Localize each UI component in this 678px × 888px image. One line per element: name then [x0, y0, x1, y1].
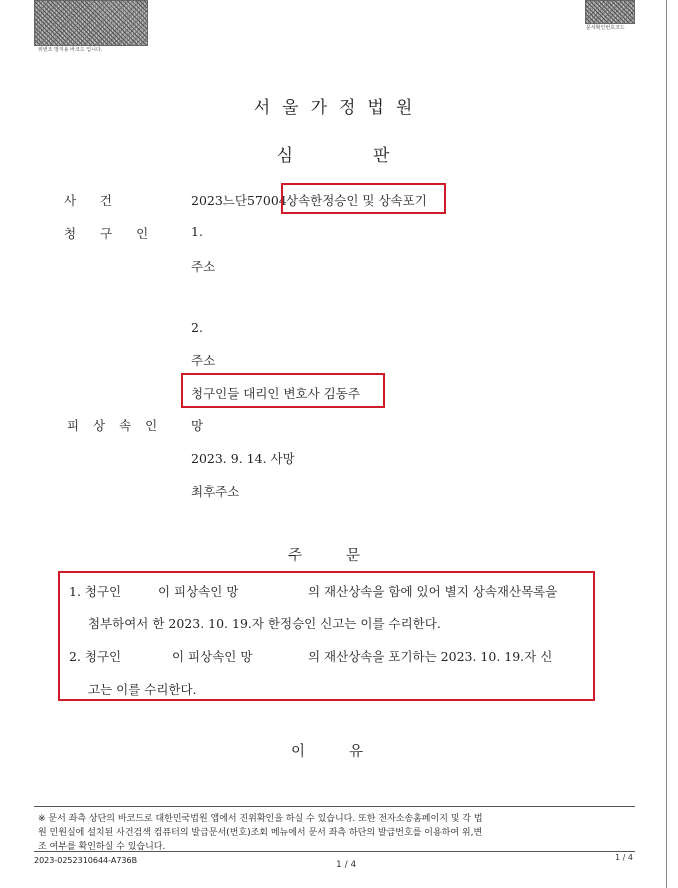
footer-notice-line-1: ※ 문서 좌측 상단의 바코드로 대한민국법원 앱에서 진위확인을 하실 수 있습니다. 또한 전자소송홈페이지 및 각 법: [38, 814, 483, 824]
claimant-2-number: 2.: [191, 320, 203, 335]
document-code-caption: 문서확인번호코드: [586, 25, 625, 31]
deceased-death-date: 2023. 9. 14. 사망: [191, 451, 295, 466]
issue-number: 2023-0252310644-A736B: [34, 856, 138, 865]
court-name: 서울가정법원: [253, 98, 425, 118]
case-name: 상속한정승인 및 상속포기: [286, 193, 427, 208]
reason-heading: 이유: [291, 744, 408, 760]
page-edge: [666, 0, 667, 888]
footer-notice-line-3: 조 여부를 확인하실 수 있습니다.: [38, 842, 166, 852]
case-label: 사 건: [64, 193, 112, 208]
order-item-2-start: 2. 청구인: [69, 649, 122, 664]
deceased-name: 망: [191, 418, 204, 433]
order-item-1-text: 의 재산상속을 함에 있어 별지 상속재산목록을: [308, 584, 558, 599]
case-name-highlight: [281, 183, 446, 214]
claimant-label: 청 구 인: [64, 226, 159, 241]
order-heading: 주문: [288, 548, 405, 564]
order-item-2-deceased: 이 피상속인 망: [172, 649, 253, 664]
claimant-1-number: 1.: [191, 224, 203, 239]
order-item-1-start: 1. 청구인: [69, 584, 122, 599]
order-item-1-text-cont: 첨부하여서 한 2023. 10. 19.자 한정승인 신고는 이를 수리한다.: [88, 616, 441, 631]
order-item-2-text-cont: 고는 이를 수리한다.: [88, 682, 197, 697]
page-number: 1 / 4: [336, 860, 357, 870]
claimant-2-address: 주소: [191, 353, 216, 368]
claimant-1-address: 주소: [191, 259, 216, 274]
deceased-label: 피 상 속 인: [67, 418, 163, 433]
claimant-agent: 청구인들 대리인 변호사 김동주: [191, 386, 360, 401]
barcode-caption: 위변조 방지용 바코드 입니다.: [38, 47, 103, 53]
agent-highlight: [181, 373, 385, 408]
case-number: 2023느단57004: [191, 193, 287, 208]
document-code-barcode: [585, 0, 635, 24]
deceased-last-address: 최후주소: [191, 484, 240, 499]
order-item-1-deceased: 이 피상속인 망: [158, 584, 239, 599]
footer-notice-line-2: 원 민원실에 설치된 사건검색 컴퓨터의 발급문서(번호)조회 메뉴에서 문서 좌측 하단의 발급번호를 이용하여 위,변: [38, 828, 483, 838]
verification-barcode: [34, 0, 148, 46]
document-title: 심판: [276, 146, 470, 166]
page-number-right: 1 / 4: [615, 853, 633, 862]
order-item-2-text: 의 재산상속을 포기하는 2023. 10. 19.자 신: [308, 649, 553, 664]
